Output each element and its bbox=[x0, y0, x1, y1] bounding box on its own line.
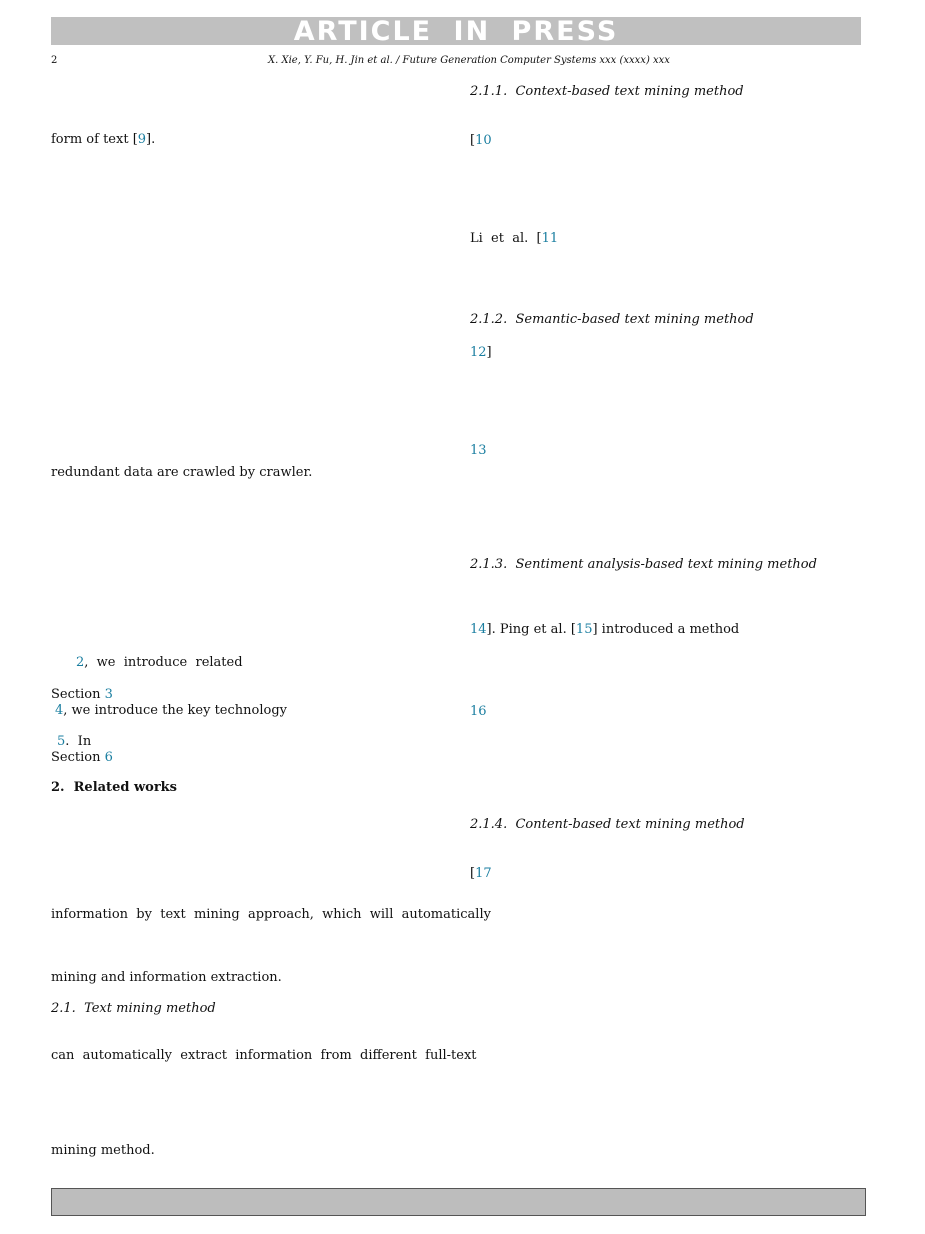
citation-link[interactable]: 16 bbox=[470, 704, 487, 719]
paragraph-line-section-3: Section 3 bbox=[51, 687, 113, 702]
citation-link[interactable]: 17 bbox=[475, 866, 492, 881]
paragraph-line-ref-17: [17 bbox=[470, 866, 492, 881]
paragraph-line-mining-method: mining method. bbox=[51, 1143, 155, 1158]
footer-citation-box bbox=[51, 1188, 866, 1216]
citation-link[interactable]: 12 bbox=[470, 345, 487, 360]
section-link[interactable]: 2 bbox=[76, 655, 85, 670]
heading-semantic-based: 2.1.2. Semantic-based text mining method bbox=[470, 312, 754, 327]
heading-context-based: 2.1.1. Context-based text mining method bbox=[470, 84, 744, 99]
paragraph-line-redundant: redundant data are crawled by crawler. bbox=[51, 465, 313, 480]
citation-link[interactable]: 14 bbox=[470, 622, 487, 637]
citation-link[interactable]: 9 bbox=[137, 132, 147, 147]
paragraph-line-ping: 14]. Ping et al. [15] introduced a method bbox=[470, 622, 740, 637]
citation-link[interactable]: 15 bbox=[575, 622, 593, 637]
paragraph-line-ref-10: [10 bbox=[470, 133, 492, 148]
paragraph-line-in-5: 5. In bbox=[57, 734, 92, 749]
section-link[interactable]: 6 bbox=[104, 750, 113, 765]
heading-text-mining-method: 2.1. Text mining method bbox=[51, 1001, 216, 1016]
section-link[interactable]: 4 bbox=[55, 703, 64, 718]
journal-reference: X. Xie, Y. Fu, H. Jin et al. / Future Generation Computer Systems xxx (xxxx) xxx bbox=[268, 55, 670, 66]
section-link[interactable]: 5 bbox=[57, 734, 66, 749]
heading-content-based: 2.1.4. Content-based text mining method bbox=[470, 817, 745, 832]
paragraph-line-ref-12: 12] bbox=[470, 345, 492, 360]
paragraph-line-ref-13 bbox=[470, 443, 487, 459]
article-in-press-banner: ARTICLE IN PRESS bbox=[51, 17, 861, 45]
citation-link[interactable]: 10 bbox=[475, 133, 492, 148]
paragraph-line-key-technology: 4, we introduce the key technology bbox=[55, 703, 287, 718]
paragraph-line-form-of-text: form of text [9]. bbox=[51, 132, 156, 147]
heading-related-works: 2. Related works bbox=[51, 780, 177, 795]
paragraph-line-li-et-al: Li et al. [11 bbox=[470, 231, 559, 246]
paragraph-line-intro-related: 2, we introduce related bbox=[76, 655, 243, 670]
page-number: 2 bbox=[51, 55, 58, 66]
heading-sentiment-analysis: 2.1.3. Sentiment analysis-based text mining method bbox=[470, 557, 817, 572]
citation-link[interactable]: 11 bbox=[541, 231, 559, 246]
paragraph-line-can-extract: can automatically extract information from different full-text bbox=[51, 1048, 477, 1063]
citation-link[interactable]: 13 bbox=[470, 443, 487, 458]
paragraph-line-section-6: Section 6 bbox=[51, 750, 113, 765]
section-link[interactable]: 3 bbox=[104, 687, 113, 702]
paragraph-line-mining-extraction: mining and information extraction. bbox=[51, 970, 282, 985]
paragraph-line-information: information by text mining approach, which will automatically bbox=[51, 907, 491, 922]
paragraph-line-ref-16 bbox=[470, 704, 487, 720]
